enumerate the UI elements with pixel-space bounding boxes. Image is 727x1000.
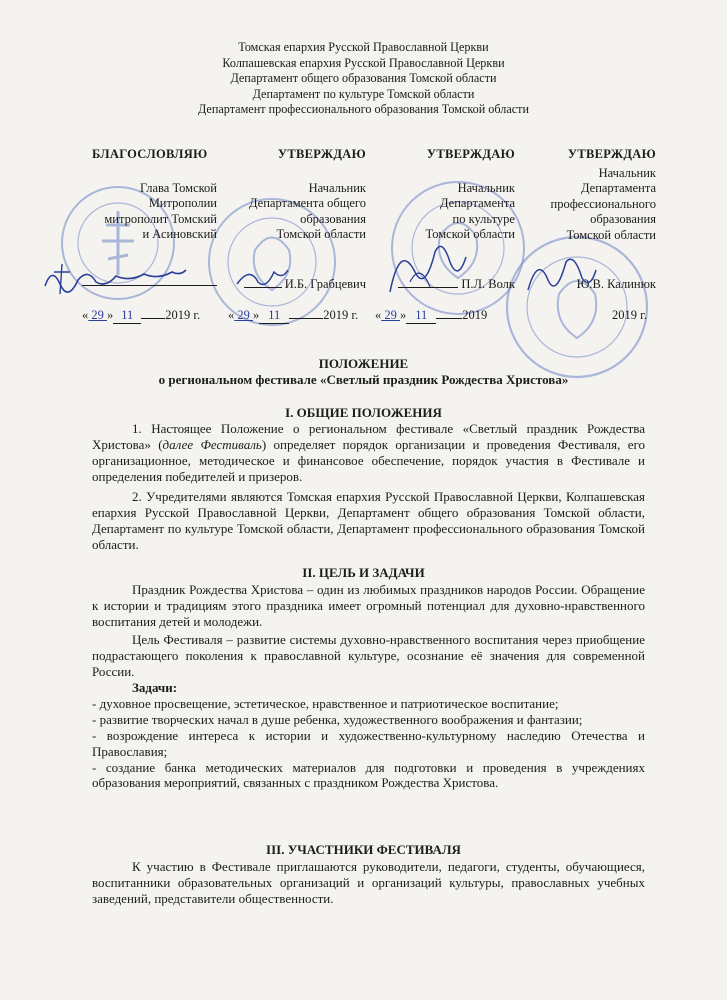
paragraph-text: 1. Настоящее Положение о региональном фестивале «Светлый праздник Рождества Христова» ( xyxy=(92,421,645,452)
approval-role-line: Глава Томской xyxy=(139,180,217,195)
task-item: - создание банка методических материалов для подготовки и проведения в учреждениях образования мероприятий, связанных с праздником Рождества Христова. xyxy=(92,759,645,791)
document-title-line1: ПОЛОЖЕНИЕ xyxy=(318,356,409,371)
approval-title: УТВЕРЖДАЮ xyxy=(277,147,366,161)
approval-role-line: Департамента xyxy=(580,181,656,195)
approval-title: УТВЕРЖДАЮ xyxy=(567,147,656,161)
approval-role-line: Митрополии xyxy=(148,196,217,210)
approval-role-line: образования xyxy=(300,211,366,226)
section-1-paragraph-2: 2. Учредителями являются Томская епархия Русской Православной Церкви, Колпашевская епархия Русской Православной Церкви, Департамент общего образования Томской области, Департамент по культуре Томской области, Департамент профессионального образования Томской области. xyxy=(92,489,645,552)
task-item: - возрождение интереса к истории и художественно-культурному наследию Отечества и Православия; xyxy=(92,727,645,759)
document-title xyxy=(0,356,727,388)
approval-date-1: « 29 » 11 2019 г. xyxy=(82,308,201,322)
section-1-paragraph-1 xyxy=(92,421,645,485)
approval-role-line: образования xyxy=(590,212,656,226)
approval-role-line: и Асиновский xyxy=(142,227,217,241)
approval-column-1 xyxy=(82,147,217,243)
tasks-heading: Задачи: xyxy=(132,680,178,695)
header-organizations xyxy=(0,40,727,118)
task-item: - развитие творческих начал в душе ребенка, художественного воображения и фантазии; xyxy=(92,711,583,727)
approval-role-line: Томской области xyxy=(566,227,656,242)
approval-role-line: по культуре xyxy=(452,211,515,226)
document-title-line2: о региональном фестивале «Светлый праздник Рождества Христова» xyxy=(158,372,569,387)
paragraph-text: ) определяет порядок организации и проведения Фестиваля, его организационное, методическое и финансовое обеспечение, порядок участия в Фестивале и определения победителей и призеров. xyxy=(92,436,645,484)
section-2-paragraph-1: Праздник Рождества Христова – один из любимых праздников народов России. Обращение к истории и традициям этого праздника имеет огромный потенциал для духовно-нравственного воспитания детей и молодежи. xyxy=(92,582,645,629)
approval-role-line: Томской области xyxy=(276,227,366,241)
approval-date-4 xyxy=(612,308,647,323)
approval-title: БЛАГОСЛОВЛЯЮ xyxy=(92,147,208,161)
approval-role-line: Томской области xyxy=(425,227,515,241)
header-line: Департамент общего образования Томской области xyxy=(230,71,497,85)
approval-column-3 xyxy=(392,147,515,243)
header-line: Колпашевская епархия Русской Православной Церкви xyxy=(222,55,505,70)
section-2-paragraph-2: Цель Фестиваля – развитие системы духовно-нравственного воспитания через приобщение подрастающего поколения к православной культуре, осознание её значения для современной России. xyxy=(92,632,645,679)
paragraph-emphasis: далее Фестиваль xyxy=(162,436,262,452)
approval-role-line: профессионального xyxy=(550,196,656,211)
section-3-paragraph-1: К участию в Фестивале приглашаются руководители, педагоги, студенты, обучающиеся, воспитанники образовательных организаций и организаций культуры, православных учебных заведений, представители общественности. xyxy=(92,859,645,906)
section-3-heading: III. УЧАСТНИКИ ФЕСТИВАЛЯ xyxy=(266,842,461,857)
signer-name: Ю.В. Калинюк xyxy=(576,277,656,291)
approval-role-line: митрополит Томский xyxy=(104,211,217,226)
header-line: Департамент по культуре Томской области xyxy=(252,86,475,101)
handwritten-signature-2 xyxy=(232,262,292,292)
section-1-heading: I. ОБЩИЕ ПОЛОЖЕНИЯ xyxy=(285,405,442,420)
handwritten-signature-3 xyxy=(380,232,470,302)
approval-title: УТВЕРЖДАЮ xyxy=(426,147,515,161)
approval-role-line: Департамента xyxy=(439,196,515,210)
approval-role-line: Начальник xyxy=(598,165,656,180)
approval-date-2: « 29 » 11 2019 г. xyxy=(228,308,359,322)
approval-column-4 xyxy=(525,147,656,243)
approval-role-line: Начальник xyxy=(308,180,366,195)
signer-name: П.Л. Волк xyxy=(461,277,515,291)
header-line: Департамент профессионального образования Томской области xyxy=(197,102,530,116)
signer-name: И.Б. Грабцевич xyxy=(284,277,366,291)
section-2-heading: II. ЦЕЛЬ И ЗАДАЧИ xyxy=(302,565,425,580)
handwritten-signature-4 xyxy=(520,250,600,300)
header-line: Томская епархия Русской Православной Церкви xyxy=(238,40,489,54)
handwritten-signature-1 xyxy=(40,258,190,298)
task-item: - духовное просвещение, эстетическое, нравственное и патриотическое воспитание; xyxy=(92,695,559,711)
approval-date-text: 2019 г. xyxy=(612,308,647,322)
approval-role-line: Начальник xyxy=(457,180,515,195)
approval-column-2 xyxy=(226,147,366,243)
approval-date-3: « 29 » 11 2019 xyxy=(375,308,488,322)
approval-role-line: Департамента общего xyxy=(249,196,366,210)
section-2-tasks xyxy=(92,680,645,791)
